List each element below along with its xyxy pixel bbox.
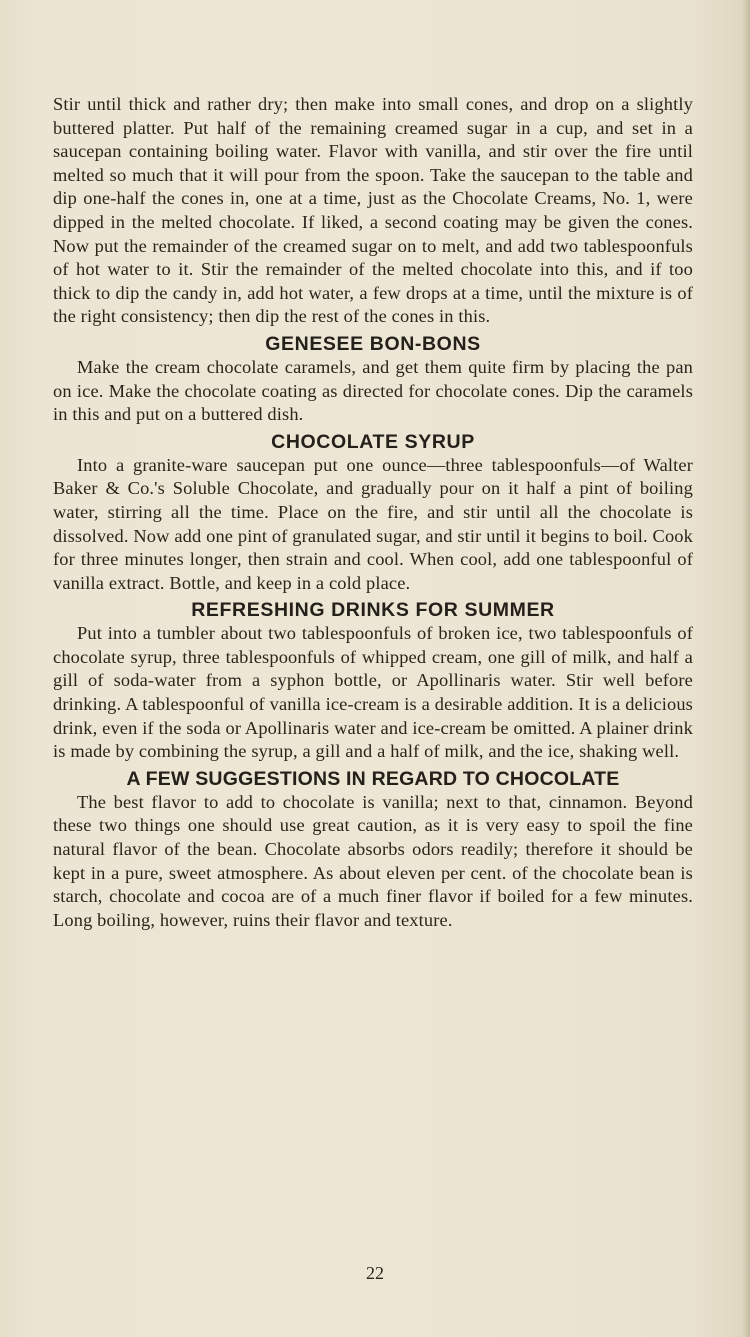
section-heading-suggestions: A FEW SUGGESTIONS IN REGARD TO CHOCOLATE (126, 767, 620, 790)
section-body-genesee-bon-bons: Make the cream chocolate caramels, and get them quite firm by placing the pan on ice. Make the chocolate coating as directed for chocolate cones. Dip the caramels in this and put on a buttered dish. (53, 356, 693, 425)
section-body-chocolate-syrup: Into a granite-ware saucepan put one ounce—three tablespoonfuls—of Walter Baker & Co.'s Soluble Chocolate, and gradually pour on it half a pint of boiling water, stirring all the time. Place on the fire, and stir until all the chocolate is dissolved. Now add one pint of granulated sugar, and stir until it begins to boil. Cook for three minutes longer, then strain and cool. When cool, add one tablespoonful of vanilla extract. Bottle, and keep in a cold place. (53, 454, 693, 593)
section-heading-genesee-bon-bons: GENESEE BON-BONS (265, 332, 481, 355)
page-number: 22 (366, 1263, 384, 1283)
intro-paragraph: Stir until thick and rather dry; then make into small cones, and drop on a slightly buttered platter. Put half of the remaining creamed sugar in a cup, and set in a saucepan containing boiling water. Flavor with vanilla, and stir over the fire until melted so much that it will pour from the spoon. Take the saucepan to the table and dip one-half the cones in, one at a time, just as the Chocolate Creams, No. 1, were dipped in the melted chocolate. If liked, a second coating may be given the cones. Now put the remainder of the creamed sugar on to melt, and add two tablespoonfuls of hot water to it. Stir the remainder of the melted chocolate into this, and if too thick to dip the candy in, add hot water, a few drops at a time, until the mixture is of the right consistency; then dip the rest of the cones in this. (53, 94, 693, 327)
section-heading-chocolate-syrup: CHOCOLATE SYRUP (271, 430, 475, 453)
section-body-refreshing-drinks: Put into a tumbler about two tablespoonfuls of broken ice, two tablespoonfuls of chocolate syrup, three tablespoonfuls of whipped cream, one gill of milk, and half a gill of soda-water from a syphon bottle, or Apollinaris water. Stir well before drinking. A tablespoonful of vanilla ice-cream is a desirable addition. It is a delicious drink, even if the soda or Apollinaris water and ice-cream be omitted. A plainer drink is made by combining the syrup, a gill and a half of milk, and the ice, shaking well. (53, 623, 693, 762)
page-content (53, 93, 693, 932)
page-edge-shadow (742, 0, 750, 1337)
section-body-suggestions: The best flavor to add to chocolate is vanilla; next to that, cinnamon. Beyond these two things one should use great caution, as it is very easy to spoil the fine natural flavor of the bean. Chocolate absorbs odors readily; therefore it should be kept in a pure, sweet atmosphere. As about eleven per cent. of the chocolate bean is starch, chocolate and cocoa are of a much finer flavor if boiled for a few minutes. Long boiling, however, ruins their flavor and texture. (53, 791, 693, 930)
section-heading-refreshing-drinks: REFRESHING DRINKS FOR SUMMER (191, 599, 555, 622)
